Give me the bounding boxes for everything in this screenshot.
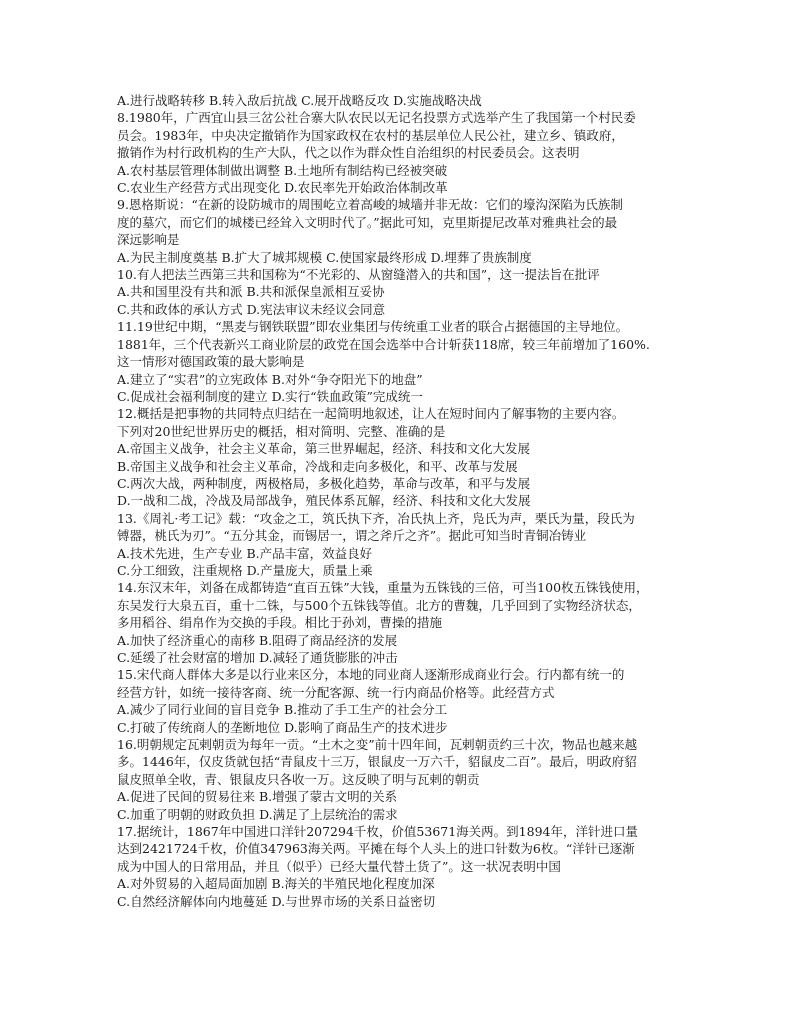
text-line: C.延缓了社会财富的增加 D.减轻了通货膨胀的冲击 [117, 650, 398, 665]
question-block [117, 196, 677, 266]
text-line: A.技术先进，生产专业 B.产品丰富，效益良好 [117, 545, 373, 561]
text-line: 10.有人把法兰西第三共和国称为“不光彩的、从窗缝潜入的共和国”，这一提法旨在批评 [117, 267, 600, 283]
question-block [117, 823, 677, 910]
text-line: A.减少了同行业间的盲目竞争 B.推动了手工生产的社会分工 [117, 702, 448, 718]
text-line: A.建立了“实君”的立宪政体 B.对外“争夺阳光下的地盘” [117, 371, 423, 387]
text-line: 12.概括是把事物的共同特点归结在一起简明地叙述，让人在短时间内了解事物的主要内容。 [117, 406, 625, 422]
text-line: 9.恩格斯说：“在新的设防城市的周围屹立着高峻的城墙并非无故：它们的壕沟深陷为氏族制 [117, 197, 623, 213]
text-line: 15.宋代商人群体大多是以行业来区分，本地的同业商人逐渐形成商业行会。行内都有统一的 [117, 667, 625, 683]
text-line: 成为中国人的日常用品，并且（似乎）已经大量代替土货了”。这一状况表明中国 [117, 858, 561, 874]
question-block [117, 666, 677, 736]
text-line: 这一情形对德国政策的最大影响是 [117, 354, 305, 370]
text-line: C.自然经济解体向内地蔓延 D.与世界市场的关系日益密切 [117, 893, 436, 909]
question-block [117, 266, 677, 318]
text-line: A.共和国里没有共和派 B.共和派保皇派相互妥协 [117, 284, 385, 300]
text-line: 多用稻谷、绢帛作为交换的手段。相比于孙刘，曹操的措施 [117, 615, 443, 631]
text-line: 镈器，桃氏为刃”。“五分其金，而锡居一，谓之斧斤之齐”。据此可知当时青铜冶铸业 [117, 528, 587, 544]
text-line: 达到2421724千枚，价值347963海关两。平摊在每个人头上的进口针数为6枚。“洋针已逐渐 [117, 841, 635, 857]
text-line: 东吴发行大泉五百，重十二铢，与500个五铢钱等值。北方的曹魏，几乎回到了实物经济状态， [117, 597, 641, 613]
text-line: 8.1980年，广西宜山县三岔公社合寨大队农民以无记名投票方式选举产生了我国第一个村民委 [117, 110, 636, 126]
text-line: A.帝国主义战争，社会主义革命，第三世界崛起，经济、科技和文化大发展 [117, 441, 531, 457]
text-line: C.共和政体的承认方式 D.宪法审议未经议会同意 [117, 301, 386, 317]
text-line: 11.19世纪中期，“黑麦与钢铁联盟”即农业集团与传统重工业者的联合占据德国的主导地位。 [117, 319, 629, 335]
text-line: 13.《周礼·考工记》载：“攻金之工，筑氏执下齐，冶氏执上齐，凫氏为声，栗氏为量，段氏为 [117, 510, 635, 526]
text-line: 14.东汉末年，刘备在成都铸造“直百五铢”大钱，重量为五铢钱的三倍，可当100枚五铢钱使用， [117, 580, 649, 596]
text-line: A.为民主制度奠基 B.扩大了城邦规模 C.使国家最终形成 D.埋葬了贵族制度 [117, 249, 532, 265]
text-line: A.加快了经济重心的南移 B.阻碍了商品经济的发展 [117, 632, 398, 648]
text-line: 下列对20世纪世界历史的概括，相对简明、完整、准确的是 [117, 423, 446, 439]
text-line: B.帝国主义战争和社会主义革命，冷战和走向多极化，和平、改革与发展 [117, 458, 518, 474]
text-line: C.农业生产经营方式出现变化 D.农民率先开始政治体制改革 [117, 180, 448, 196]
text-line: C.打破了传统商人的垄断地位 D.影响了商品生产的技术进步 [117, 719, 448, 735]
text-line: 1881年，三个代表新兴工商业阶层的政党在国会选举中合计斩获118席，较三年前增加了160%. [117, 336, 650, 352]
question-block [117, 736, 677, 823]
text-line: A.农村基层管理体制做出调整 B.土地所有制结构已经被突破 [117, 162, 448, 178]
text-line: 度的墓穴，而它们的城楼已经耸入文明时代了。”据此可知，克里斯提尼改革对雅典社会的最 [117, 214, 618, 230]
text-line: 经营方针，如统一接待客商、统一分配客源、统一行内商品价格等。此经营方式 [117, 684, 555, 700]
text-line: C.分工细致，注重规格 D.产量庞大，质量上乘 [117, 562, 373, 578]
text-line: A.对外贸易的入超局面加剧 B.海关的半殖民地化程度加深 [117, 876, 435, 892]
text-line: 深远影响是 [117, 232, 180, 248]
text-line: D.一战和二战，冷战及局部战争，殖民体系瓦解，经济、科技和文化大发展 [117, 493, 531, 509]
text-line: C.促成社会福利制度的建立 D.实行“铁血政策”完成统一 [117, 388, 423, 404]
text-line: A.促进了民间的贸易往来 B.增强了蒙古文明的关系 [117, 789, 398, 805]
text-line: C.加重了明朝的财政负担 D.满足了上层统治的需求 [117, 806, 398, 822]
text-line: 撤销作为村行政机构的生产大队，代之以作为群众性自治组织的村民委员会。这表明 [117, 145, 580, 161]
question-block [117, 405, 677, 509]
question-block [117, 109, 677, 196]
question-block [117, 579, 677, 666]
question-block [117, 510, 677, 580]
text-line: 员会。1983年，中央决定撤销作为国家政权在农村的基层单位人民公社，建立乡、镇政府， [117, 127, 624, 143]
text-line: 鼠皮照单全收，青、银鼠皮只各收一万。这反映了明与瓦剌的朝贡 [117, 771, 480, 787]
exam-page [117, 92, 677, 910]
text-line: 16.明朝规定瓦剌朝贡为每年一贡。“土木之变”前十四年间，瓦剌朝贡约三十次，物品也越来越 [117, 737, 638, 753]
text-line: A.进行战略转移 B.转入敌后抗战 C.展开战略反攻 D.实施战略决战 [117, 93, 482, 108]
question-block [117, 318, 677, 405]
text-line: 17.据统计，1867年中国进口洋针207294千枚，价值53671海关两。到1894年，洋针进口量 [117, 824, 638, 840]
text-line: 多。1446年，仅皮货就包括“青鼠皮十三万，银鼠皮一万六千，貂鼠皮二百”。最后，明政府貂 [117, 754, 637, 770]
question-block [117, 92, 677, 109]
text-line: C.两次大战，两种制度，两极格局，多极化趋势，革命与改革，和平与发展 [117, 475, 531, 491]
